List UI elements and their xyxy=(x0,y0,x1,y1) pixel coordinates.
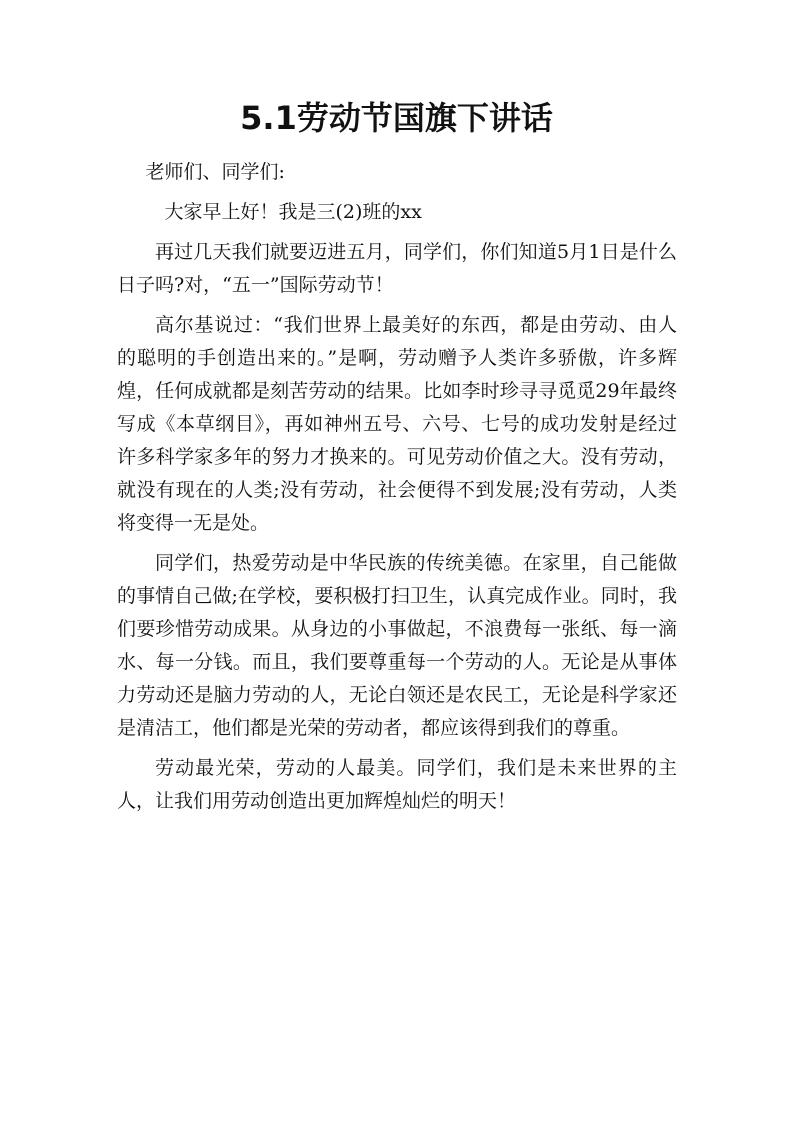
paragraph-love-labor: 同学们，热爱劳动是中华民族的传统美德。在家里，自己能做的事情自己做;在学校，要积极打扫卫生，认真完成作业。同时，我们要珍惜劳动成果。从身边的小事做起，不浪费每一张纸、每一滴水、每一分钱。而且，我们要尊重每一个劳动的人。无论是从事体力劳动还是脑力劳动的人，无论白领还是农民工，无论是科学家还是清洁工，他们都是光荣的劳动者，都应该得到我们的尊重。 xyxy=(117,552,677,739)
paragraph-gap xyxy=(117,745,677,752)
greeting-line: 老师们、同学们: xyxy=(145,161,285,183)
paragraph-gorky-quote: 高尔基说过：“我们世界上最美好的东西，都是由劳动、由人的聪明的手创造出来的。”是啊，劳动赠予人类许多骄傲，许多辉煌，任何成就都是刻苦劳动的结果。比如李时珍寻寻觅觅29年最终写成《本草纲目》，再如神州五号、六号、七号的成功发射是经过许多科学家多年的努力才换来的。可见劳动价值之大。没有劳动，就没有现在的人类;没有劳动，社会便得不到发展;没有劳动，人类将变得一无是处。 xyxy=(117,314,677,534)
paragraph-gap xyxy=(117,229,677,236)
document-body xyxy=(117,156,677,818)
document-title: 5.1劳动节国旗下讲话 xyxy=(240,99,553,137)
paragraph-gap xyxy=(117,540,677,547)
paragraph-hello: 大家早上好！我是三(2)班的xx xyxy=(164,201,422,223)
paragraph-gap xyxy=(117,189,677,196)
paragraph-may-day: 再过几天我们就要迈进五月，同学们，你们知道5月1日是什么日子吗?对，“五一”国际劳动节！ xyxy=(117,241,677,296)
paragraph-gap xyxy=(117,302,677,309)
paragraph-closing: 劳动最光荣，劳动的人最美。同学们，我们是未来世界的主人，让我们用劳动创造出更加辉煌灿烂的明天！ xyxy=(117,757,677,812)
